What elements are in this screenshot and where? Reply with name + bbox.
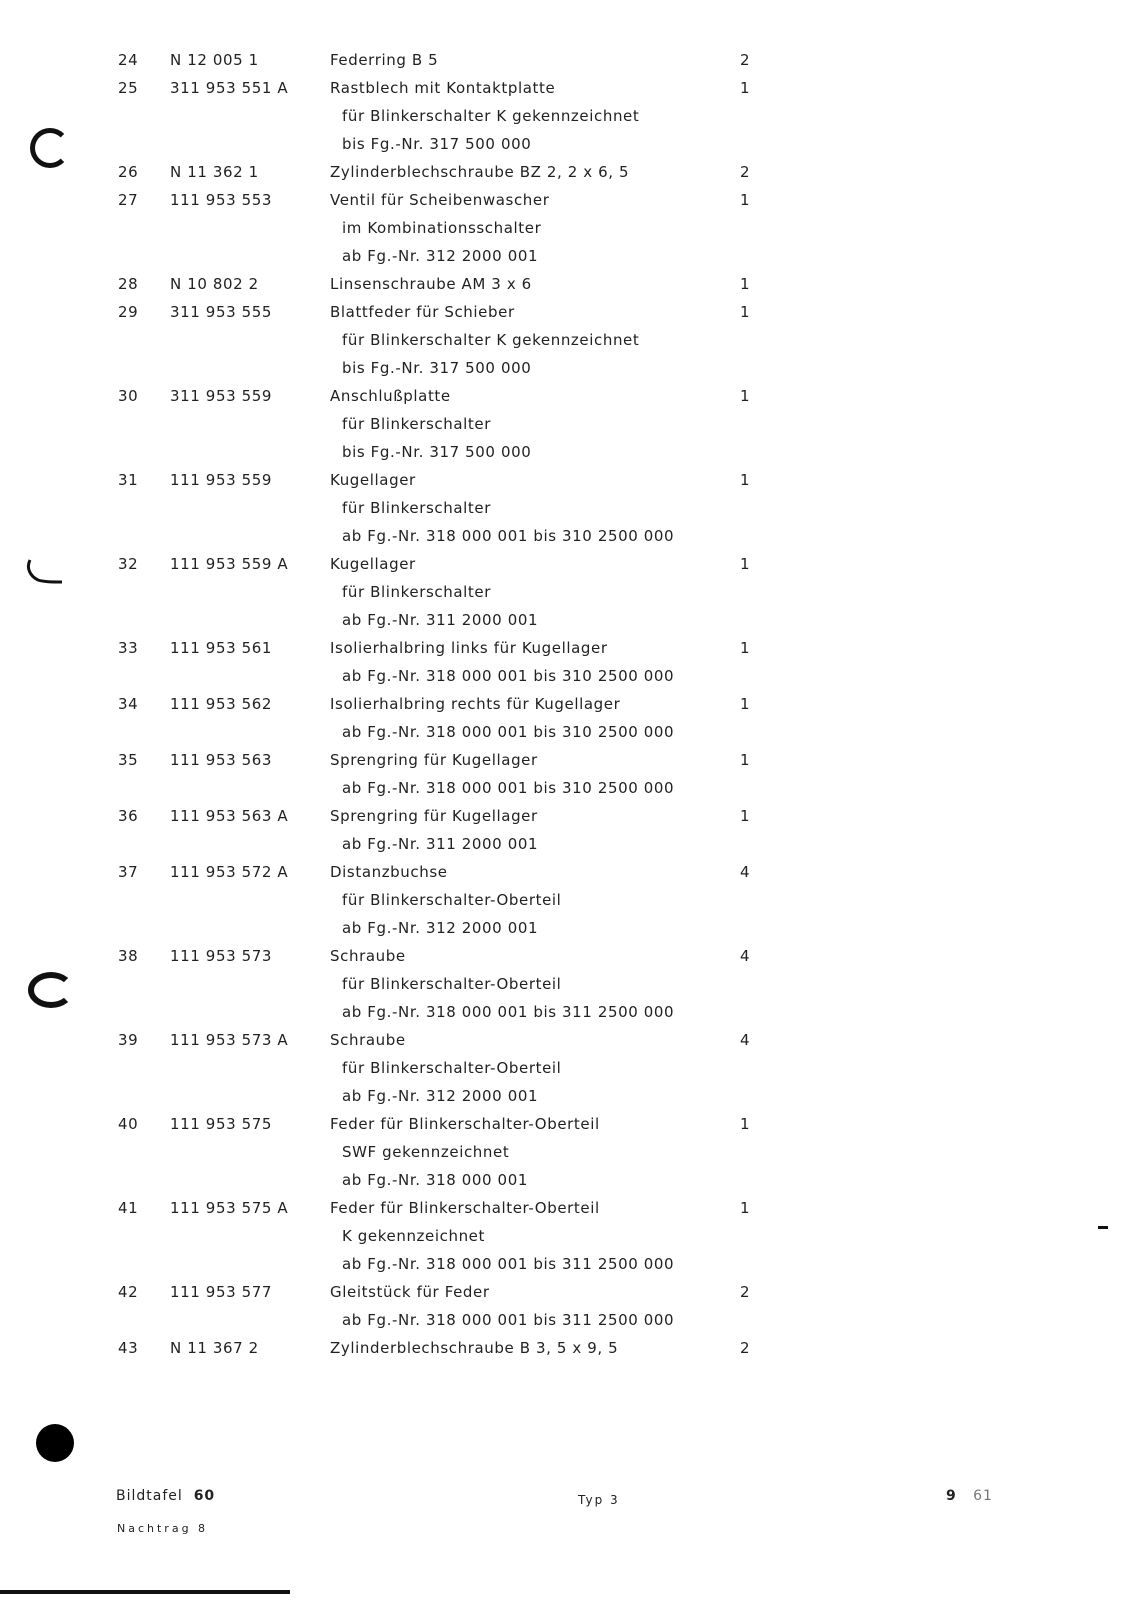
part-description: Feder für Blinkerschalter-Oberteil — [330, 1199, 600, 1217]
part-row — [0, 1334, 1132, 1362]
quantity: 1 — [740, 807, 751, 825]
part-note-row — [0, 1054, 1132, 1082]
page-number: 9 — [946, 1488, 957, 1504]
part-number: 111 953 575 — [170, 1115, 273, 1133]
quantity: 1 — [740, 275, 751, 293]
part-number: 111 953 563 A — [170, 807, 289, 825]
bildtafel-number: 60 — [193, 1488, 216, 1504]
part-description: Ventil für Scheibenwascher — [330, 191, 550, 209]
part-description: Schraube — [330, 1031, 406, 1049]
part-row — [0, 634, 1132, 662]
quantity: 1 — [740, 555, 751, 573]
part-description: SWF gekennzeichnet — [342, 1143, 510, 1161]
part-description: Zylinderblechschraube BZ 2, 2 x 6, 5 — [330, 163, 630, 181]
footer-nachtrag — [117, 1522, 208, 1535]
part-note-row — [0, 1082, 1132, 1110]
part-note-row — [0, 1166, 1132, 1194]
part-description: Rastblech mit Kontaktplatte — [330, 79, 556, 97]
part-description: ab Fg.-Nr. 318 000 001 bis 310 2500 000 — [342, 527, 675, 545]
footer-page — [946, 1488, 993, 1504]
part-description: ab Fg.-Nr. 312 2000 001 — [342, 247, 539, 265]
part-description: ab Fg.-Nr. 318 000 001 bis 310 2500 000 — [342, 667, 675, 685]
part-note-row — [0, 578, 1132, 606]
part-description: K gekennzeichnet — [342, 1227, 485, 1245]
part-description: für Blinkerschalter-Oberteil — [342, 1059, 562, 1077]
scan-edge-line — [0, 1590, 290, 1594]
quantity: 1 — [740, 639, 751, 657]
part-description: im Kombinationsschalter — [342, 219, 542, 237]
part-description: Linsenschraube AM 3 x 6 — [330, 275, 532, 293]
footer-typ — [578, 1493, 620, 1507]
quantity: 1 — [740, 1199, 751, 1217]
quantity: 1 — [740, 695, 751, 713]
punch-hole-mark — [36, 1424, 74, 1462]
position-number: 34 — [118, 695, 139, 713]
part-note-row — [0, 718, 1132, 746]
part-note-row — [0, 1306, 1132, 1334]
part-description: ab Fg.-Nr. 318 000 001 bis 311 2500 000 — [342, 1311, 675, 1329]
part-note-row — [0, 830, 1132, 858]
part-description: Schraube — [330, 947, 406, 965]
part-description: für Blinkerschalter — [342, 499, 492, 517]
part-description: Blattfeder für Schieber — [330, 303, 515, 321]
quantity: 1 — [740, 79, 751, 97]
part-row — [0, 1026, 1132, 1054]
part-row — [0, 1278, 1132, 1306]
footer-bildtafel — [116, 1488, 215, 1504]
part-note-row — [0, 886, 1132, 914]
position-number: 42 — [118, 1283, 139, 1301]
quantity: 1 — [740, 191, 751, 209]
quantity: 4 — [740, 863, 751, 881]
part-note-row — [0, 410, 1132, 438]
part-description: für Blinkerschalter — [342, 583, 492, 601]
part-description: ab Fg.-Nr. 318 000 001 bis 311 2500 000 — [342, 1003, 675, 1021]
part-note-row — [0, 1222, 1132, 1250]
part-description: für Blinkerschalter K gekennzeichnet — [342, 107, 640, 125]
part-row — [0, 298, 1132, 326]
quantity: 2 — [740, 163, 751, 181]
part-row — [0, 746, 1132, 774]
position-number: 39 — [118, 1031, 139, 1049]
page-suffix: 61 — [973, 1488, 993, 1504]
part-description: Isolierhalbring rechts für Kugellager — [330, 695, 621, 713]
part-description: ab Fg.-Nr. 318 000 001 bis 310 2500 000 — [342, 723, 675, 741]
part-note-row — [0, 774, 1132, 802]
part-number: 111 953 575 A — [170, 1199, 289, 1217]
part-description: Kugellager — [330, 471, 416, 489]
part-note-row — [0, 522, 1132, 550]
part-number: 311 953 555 — [170, 303, 273, 321]
part-note-row — [0, 998, 1132, 1026]
part-note-row — [0, 326, 1132, 354]
part-note-row — [0, 494, 1132, 522]
position-number: 40 — [118, 1115, 139, 1133]
position-number: 25 — [118, 79, 139, 97]
quantity: 2 — [740, 1339, 751, 1357]
part-description: bis Fg.-Nr. 317 500 000 — [342, 443, 532, 461]
part-note-row — [0, 914, 1132, 942]
part-number: N 11 362 1 — [170, 163, 259, 181]
part-number: 111 953 553 — [170, 191, 273, 209]
part-number: 311 953 559 — [170, 387, 273, 405]
part-number: 111 953 573 A — [170, 1031, 289, 1049]
part-note-row — [0, 970, 1132, 998]
part-note-row — [0, 242, 1132, 270]
quantity: 2 — [740, 1283, 751, 1301]
part-number: N 11 367 2 — [170, 1339, 259, 1357]
part-description: Anschlußplatte — [330, 387, 451, 405]
part-number: 111 953 572 A — [170, 863, 289, 881]
part-description: Zylinderblechschraube B 3, 5 x 9, 5 — [330, 1339, 619, 1357]
part-description: Sprengring für Kugellager — [330, 751, 538, 769]
quantity: 1 — [740, 387, 751, 405]
part-number: 111 953 561 — [170, 639, 273, 657]
part-number: 311 953 551 A — [170, 79, 289, 97]
part-number: 111 953 577 — [170, 1283, 273, 1301]
part-description: Sprengring für Kugellager — [330, 807, 538, 825]
part-row — [0, 382, 1132, 410]
quantity: 2 — [740, 51, 751, 69]
part-description: Distanzbuchse — [330, 863, 448, 881]
part-note-row — [0, 1250, 1132, 1278]
parts-table — [0, 46, 1132, 1362]
quantity: 4 — [740, 947, 751, 965]
position-number: 27 — [118, 191, 139, 209]
part-description: für Blinkerschalter-Oberteil — [342, 975, 562, 993]
part-number: N 10 802 2 — [170, 275, 259, 293]
part-number: 111 953 559 — [170, 471, 273, 489]
part-description: ab Fg.-Nr. 311 2000 001 — [342, 835, 539, 853]
part-number: 111 953 573 — [170, 947, 273, 965]
part-note-row — [0, 102, 1132, 130]
position-number: 43 — [118, 1339, 139, 1357]
part-description: ab Fg.-Nr. 318 000 001 bis 310 2500 000 — [342, 779, 675, 797]
part-description: Gleitstück für Feder — [330, 1283, 490, 1301]
position-number: 26 — [118, 163, 139, 181]
part-description: bis Fg.-Nr. 317 500 000 — [342, 359, 532, 377]
position-number: 24 — [118, 51, 139, 69]
quantity: 4 — [740, 1031, 751, 1049]
part-description: für Blinkerschalter — [342, 415, 492, 433]
part-description: Federring B 5 — [330, 51, 439, 69]
part-note-row — [0, 438, 1132, 466]
part-row — [0, 1194, 1132, 1222]
position-number: 29 — [118, 303, 139, 321]
part-row — [0, 942, 1132, 970]
position-number: 41 — [118, 1199, 139, 1217]
position-number: 38 — [118, 947, 139, 965]
part-description: für Blinkerschalter K gekennzeichnet — [342, 331, 640, 349]
part-note-row — [0, 214, 1132, 242]
part-description: Kugellager — [330, 555, 416, 573]
part-row — [0, 46, 1132, 74]
position-number: 30 — [118, 387, 139, 405]
bildtafel-label: Bildtafel — [116, 1488, 183, 1504]
part-description: ab Fg.-Nr. 318 000 001 — [342, 1171, 528, 1189]
position-number: 31 — [118, 471, 139, 489]
position-number: 35 — [118, 751, 139, 769]
part-row — [0, 466, 1132, 494]
part-number: 111 953 562 — [170, 695, 273, 713]
position-number: 36 — [118, 807, 139, 825]
part-description: bis Fg.-Nr. 317 500 000 — [342, 135, 532, 153]
part-description: ab Fg.-Nr. 312 2000 001 — [342, 919, 539, 937]
position-number: 28 — [118, 275, 139, 293]
part-description: ab Fg.-Nr. 312 2000 001 — [342, 1087, 539, 1105]
part-note-row — [0, 1138, 1132, 1166]
part-row — [0, 270, 1132, 298]
quantity: 1 — [740, 303, 751, 321]
part-row — [0, 690, 1132, 718]
part-note-row — [0, 662, 1132, 690]
part-row — [0, 1110, 1132, 1138]
part-description: für Blinkerschalter-Oberteil — [342, 891, 562, 909]
quantity: 1 — [740, 751, 751, 769]
part-row — [0, 186, 1132, 214]
position-number: 37 — [118, 863, 139, 881]
part-row — [0, 858, 1132, 886]
part-description: Feder für Blinkerschalter-Oberteil — [330, 1115, 600, 1133]
quantity: 1 — [740, 471, 751, 489]
part-row — [0, 550, 1132, 578]
typ-label: Typ 3 — [578, 1493, 620, 1507]
quantity: 1 — [740, 1115, 751, 1133]
part-row — [0, 802, 1132, 830]
part-description: Isolierhalbring links für Kugellager — [330, 639, 608, 657]
part-note-row — [0, 130, 1132, 158]
part-note-row — [0, 606, 1132, 634]
part-row — [0, 158, 1132, 186]
position-number: 32 — [118, 555, 139, 573]
part-note-row — [0, 354, 1132, 382]
part-number: N 12 005 1 — [170, 51, 259, 69]
part-row — [0, 74, 1132, 102]
part-number: 111 953 559 A — [170, 555, 289, 573]
position-number: 33 — [118, 639, 139, 657]
part-number: 111 953 563 — [170, 751, 273, 769]
nachtrag-label: Nachtrag 8 — [117, 1522, 209, 1535]
part-description: ab Fg.-Nr. 311 2000 001 — [342, 611, 539, 629]
part-description: ab Fg.-Nr. 318 000 001 bis 311 2500 000 — [342, 1255, 675, 1273]
